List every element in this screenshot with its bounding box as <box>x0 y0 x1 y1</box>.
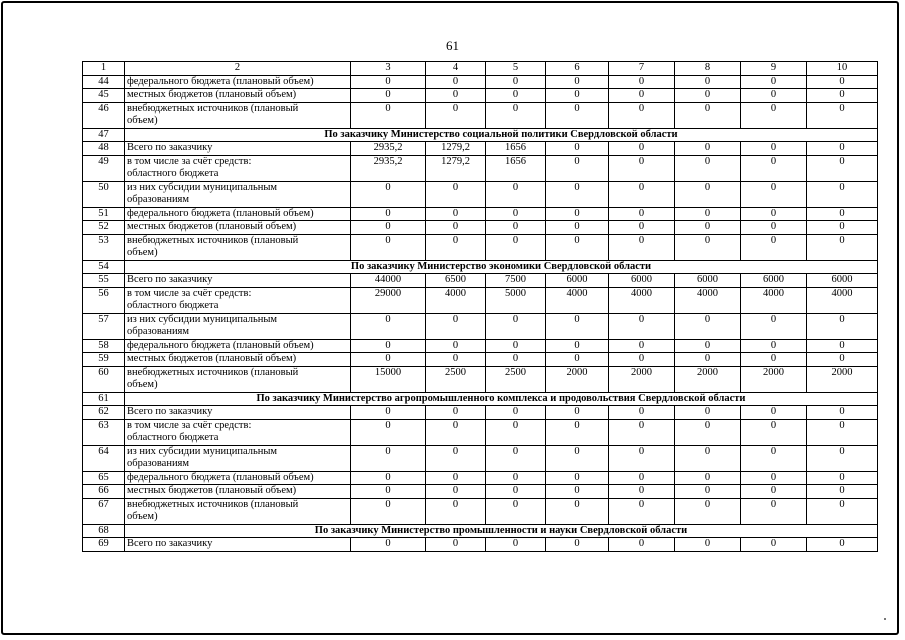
value-cell: 2000 <box>675 366 741 392</box>
value-cell: 0 <box>609 406 675 420</box>
row-label: внебюджетных источников (плановый объем) <box>125 234 351 260</box>
value-cell: 0 <box>546 207 609 221</box>
value-cell: 0 <box>675 102 741 128</box>
table-row <box>83 102 878 128</box>
row-number: 66 <box>83 485 125 499</box>
value-cell: 0 <box>609 419 675 445</box>
value-cell: 0 <box>675 471 741 485</box>
value-cell: 0 <box>546 89 609 103</box>
value-cell: 0 <box>609 221 675 235</box>
value-cell: 0 <box>351 485 426 499</box>
row-label: в том числе за счёт средств: областного бюджета <box>125 155 351 181</box>
value-cell: 0 <box>486 419 546 445</box>
value-cell: 2935,2 <box>351 155 426 181</box>
value-cell: 0 <box>546 221 609 235</box>
value-cell: 0 <box>426 353 486 367</box>
value-cell: 0 <box>741 353 807 367</box>
table-row <box>83 366 878 392</box>
value-cell: 0 <box>741 406 807 420</box>
row-label: федерального бюджета (плановый объем) <box>125 471 351 485</box>
value-cell: 0 <box>675 498 741 524</box>
value-cell: 0 <box>741 155 807 181</box>
value-cell: 0 <box>609 207 675 221</box>
value-cell: 7500 <box>486 274 546 288</box>
value-cell: 0 <box>546 445 609 471</box>
column-header: 1 <box>83 62 125 76</box>
value-cell: 2500 <box>486 366 546 392</box>
value-cell: 6000 <box>807 274 878 288</box>
value-cell: 0 <box>807 89 878 103</box>
value-cell: 0 <box>807 406 878 420</box>
value-cell: 0 <box>807 538 878 552</box>
value-cell: 1279,2 <box>426 155 486 181</box>
row-label: Всего по заказчику <box>125 538 351 552</box>
column-header: 7 <box>609 62 675 76</box>
row-number: 49 <box>83 155 125 181</box>
value-cell: 6000 <box>609 274 675 288</box>
scan-speck <box>884 618 886 620</box>
value-cell: 0 <box>741 498 807 524</box>
value-cell: 0 <box>351 207 426 221</box>
section-title: По заказчику Министерство промышленности и науки Свердловской области <box>125 524 878 538</box>
value-cell: 2000 <box>609 366 675 392</box>
row-label: внебюджетных источников (плановый объем) <box>125 102 351 128</box>
table-row <box>83 485 878 499</box>
row-number: 52 <box>83 221 125 235</box>
value-cell: 0 <box>675 142 741 156</box>
value-cell: 0 <box>741 207 807 221</box>
row-number: 64 <box>83 445 125 471</box>
value-cell: 0 <box>609 142 675 156</box>
value-cell: 0 <box>486 181 546 207</box>
row-number: 55 <box>83 274 125 288</box>
value-cell: 0 <box>486 485 546 499</box>
value-cell: 0 <box>546 471 609 485</box>
value-cell: 0 <box>426 234 486 260</box>
value-cell: 0 <box>675 485 741 499</box>
value-cell: 0 <box>741 471 807 485</box>
row-number: 48 <box>83 142 125 156</box>
value-cell: 0 <box>546 485 609 499</box>
row-label: из них субсидии муниципальным образованиям <box>125 181 351 207</box>
page-number: 61 <box>446 38 459 53</box>
value-cell: 4000 <box>741 287 807 313</box>
value-cell: 0 <box>486 406 546 420</box>
section-row <box>83 524 878 538</box>
value-cell: 0 <box>351 498 426 524</box>
value-cell: 0 <box>426 221 486 235</box>
value-cell: 1656 <box>486 142 546 156</box>
value-cell: 0 <box>486 234 546 260</box>
value-cell: 0 <box>426 538 486 552</box>
row-label: местных бюджетов (плановый объем) <box>125 353 351 367</box>
row-label: из них субсидии муниципальным образованиям <box>125 313 351 339</box>
row-number: 58 <box>83 339 125 353</box>
value-cell: 0 <box>546 419 609 445</box>
value-cell: 0 <box>741 485 807 499</box>
value-cell: 0 <box>675 419 741 445</box>
row-number: 63 <box>83 419 125 445</box>
row-label: внебюджетных источников (плановый объем) <box>125 366 351 392</box>
value-cell: 0 <box>486 445 546 471</box>
value-cell: 0 <box>741 102 807 128</box>
value-cell: 0 <box>546 102 609 128</box>
value-cell: 0 <box>486 221 546 235</box>
value-cell: 1279,2 <box>426 142 486 156</box>
value-cell: 0 <box>486 102 546 128</box>
value-cell: 0 <box>426 339 486 353</box>
value-cell: 0 <box>546 498 609 524</box>
table-row <box>83 274 878 288</box>
value-cell: 0 <box>807 155 878 181</box>
value-cell: 0 <box>609 498 675 524</box>
value-cell: 0 <box>741 221 807 235</box>
section-title: По заказчику Министерство социальной политики Свердловской области <box>125 128 878 142</box>
value-cell: 0 <box>546 313 609 339</box>
value-cell: 0 <box>351 313 426 339</box>
value-cell: 2000 <box>807 366 878 392</box>
value-cell: 0 <box>609 155 675 181</box>
value-cell: 0 <box>741 89 807 103</box>
value-cell: 0 <box>609 234 675 260</box>
row-number: 68 <box>83 524 125 538</box>
row-label: местных бюджетов (плановый объем) <box>125 89 351 103</box>
value-cell: 0 <box>426 102 486 128</box>
row-number: 61 <box>83 392 125 406</box>
value-cell: 0 <box>546 339 609 353</box>
value-cell: 6000 <box>546 274 609 288</box>
value-cell: 0 <box>546 234 609 260</box>
value-cell: 0 <box>807 102 878 128</box>
value-cell: 0 <box>609 445 675 471</box>
value-cell: 0 <box>351 471 426 485</box>
value-cell: 0 <box>807 313 878 339</box>
row-label: местных бюджетов (плановый объем) <box>125 485 351 499</box>
value-cell: 6500 <box>426 274 486 288</box>
value-cell: 0 <box>546 406 609 420</box>
value-cell: 0 <box>675 221 741 235</box>
value-cell: 0 <box>351 234 426 260</box>
value-cell: 0 <box>807 181 878 207</box>
value-cell: 0 <box>426 406 486 420</box>
value-cell: 0 <box>486 538 546 552</box>
value-cell: 0 <box>546 75 609 89</box>
row-number: 65 <box>83 471 125 485</box>
budget-table <box>82 61 878 552</box>
value-cell: 0 <box>675 155 741 181</box>
table-row <box>83 498 878 524</box>
section-row <box>83 260 878 274</box>
row-number: 50 <box>83 181 125 207</box>
value-cell: 2935,2 <box>351 142 426 156</box>
value-cell: 0 <box>351 538 426 552</box>
row-number: 59 <box>83 353 125 367</box>
row-label: федерального бюджета (плановый объем) <box>125 75 351 89</box>
table-row <box>83 142 878 156</box>
table-row <box>83 353 878 367</box>
value-cell: 0 <box>486 89 546 103</box>
column-header: 9 <box>741 62 807 76</box>
row-number: 69 <box>83 538 125 552</box>
value-cell: 0 <box>675 339 741 353</box>
value-cell: 29000 <box>351 287 426 313</box>
value-cell: 0 <box>675 89 741 103</box>
table-row <box>83 406 878 420</box>
value-cell: 0 <box>351 406 426 420</box>
value-cell: 0 <box>426 445 486 471</box>
value-cell: 0 <box>351 89 426 103</box>
row-label: внебюджетных источников (плановый объем) <box>125 498 351 524</box>
row-number: 44 <box>83 75 125 89</box>
value-cell: 0 <box>741 419 807 445</box>
table-row <box>83 207 878 221</box>
value-cell: 0 <box>675 181 741 207</box>
table-body <box>83 75 878 551</box>
value-cell: 44000 <box>351 274 426 288</box>
value-cell: 0 <box>609 538 675 552</box>
value-cell: 0 <box>486 339 546 353</box>
value-cell: 0 <box>807 419 878 445</box>
value-cell: 0 <box>351 339 426 353</box>
table-row <box>83 445 878 471</box>
section-title: По заказчику Министерство экономики Свердловской области <box>125 260 878 274</box>
value-cell: 0 <box>741 234 807 260</box>
table-row <box>83 89 878 103</box>
column-header: 4 <box>426 62 486 76</box>
value-cell: 0 <box>609 339 675 353</box>
row-label: Всего по заказчику <box>125 274 351 288</box>
value-cell: 0 <box>351 102 426 128</box>
value-cell: 0 <box>351 445 426 471</box>
value-cell: 0 <box>486 471 546 485</box>
column-header: 8 <box>675 62 741 76</box>
table-row <box>83 181 878 207</box>
value-cell: 0 <box>807 221 878 235</box>
row-label: Всего по заказчику <box>125 406 351 420</box>
value-cell: 0 <box>609 313 675 339</box>
value-cell: 0 <box>426 498 486 524</box>
row-number: 45 <box>83 89 125 103</box>
value-cell: 15000 <box>351 366 426 392</box>
value-cell: 0 <box>675 234 741 260</box>
column-header: 3 <box>351 62 426 76</box>
row-number: 47 <box>83 128 125 142</box>
value-cell: 0 <box>609 181 675 207</box>
value-cell: 0 <box>675 538 741 552</box>
table-row <box>83 234 878 260</box>
value-cell: 0 <box>609 353 675 367</box>
value-cell: 0 <box>741 313 807 339</box>
row-number: 56 <box>83 287 125 313</box>
value-cell: 0 <box>351 181 426 207</box>
row-number: 53 <box>83 234 125 260</box>
table-row <box>83 419 878 445</box>
value-cell: 6000 <box>741 274 807 288</box>
value-cell: 0 <box>741 538 807 552</box>
value-cell: 0 <box>546 538 609 552</box>
value-cell: 4000 <box>675 287 741 313</box>
section-title: По заказчику Министерство агропромышленного комплекса и продовольствия Свердловской области <box>125 392 878 406</box>
value-cell: 0 <box>426 313 486 339</box>
value-cell: 6000 <box>675 274 741 288</box>
row-label: из них субсидии муниципальным образованиям <box>125 445 351 471</box>
table-row <box>83 75 878 89</box>
table-row <box>83 471 878 485</box>
value-cell: 0 <box>351 221 426 235</box>
value-cell: 0 <box>609 485 675 499</box>
value-cell: 0 <box>675 207 741 221</box>
value-cell: 0 <box>486 75 546 89</box>
value-cell: 0 <box>426 89 486 103</box>
value-cell: 0 <box>426 419 486 445</box>
value-cell: 0 <box>609 102 675 128</box>
value-cell: 4000 <box>609 287 675 313</box>
table-row <box>83 287 878 313</box>
value-cell: 0 <box>486 313 546 339</box>
row-label: местных бюджетов (плановый объем) <box>125 221 351 235</box>
value-cell: 0 <box>741 142 807 156</box>
value-cell: 0 <box>741 75 807 89</box>
table-header-row <box>83 62 878 76</box>
value-cell: 0 <box>609 89 675 103</box>
table-row <box>83 339 878 353</box>
value-cell: 0 <box>609 471 675 485</box>
value-cell: 0 <box>546 353 609 367</box>
value-cell: 0 <box>741 339 807 353</box>
value-cell: 0 <box>426 471 486 485</box>
value-cell: 0 <box>807 445 878 471</box>
value-cell: 0 <box>807 498 878 524</box>
table-row <box>83 221 878 235</box>
value-cell: 4000 <box>546 287 609 313</box>
row-number: 67 <box>83 498 125 524</box>
value-cell: 0 <box>741 181 807 207</box>
value-cell: 2500 <box>426 366 486 392</box>
value-cell: 1656 <box>486 155 546 181</box>
value-cell: 0 <box>351 353 426 367</box>
value-cell: 4000 <box>426 287 486 313</box>
value-cell: 0 <box>486 498 546 524</box>
section-row <box>83 128 878 142</box>
value-cell: 0 <box>546 142 609 156</box>
section-row <box>83 392 878 406</box>
value-cell: 0 <box>807 471 878 485</box>
row-label: федерального бюджета (плановый объем) <box>125 339 351 353</box>
row-number: 62 <box>83 406 125 420</box>
value-cell: 0 <box>807 75 878 89</box>
table-row <box>83 538 878 552</box>
column-header: 5 <box>486 62 546 76</box>
value-cell: 0 <box>426 75 486 89</box>
value-cell: 0 <box>426 207 486 221</box>
value-cell: 0 <box>807 234 878 260</box>
column-header: 10 <box>807 62 878 76</box>
row-number: 57 <box>83 313 125 339</box>
row-number: 46 <box>83 102 125 128</box>
value-cell: 0 <box>675 313 741 339</box>
value-cell: 0 <box>807 339 878 353</box>
value-cell: 0 <box>546 155 609 181</box>
table-row <box>83 155 878 181</box>
value-cell: 0 <box>741 445 807 471</box>
value-cell: 5000 <box>486 287 546 313</box>
value-cell: 0 <box>486 207 546 221</box>
value-cell: 0 <box>807 207 878 221</box>
column-header: 2 <box>125 62 351 76</box>
table-row <box>83 313 878 339</box>
value-cell: 0 <box>807 353 878 367</box>
value-cell: 2000 <box>546 366 609 392</box>
row-number: 51 <box>83 207 125 221</box>
value-cell: 0 <box>351 75 426 89</box>
value-cell: 0 <box>486 353 546 367</box>
value-cell: 0 <box>675 445 741 471</box>
row-label: в том числе за счёт средств: областного бюджета <box>125 419 351 445</box>
value-cell: 0 <box>675 406 741 420</box>
value-cell: 2000 <box>741 366 807 392</box>
value-cell: 0 <box>675 353 741 367</box>
value-cell: 4000 <box>807 287 878 313</box>
column-header: 6 <box>546 62 609 76</box>
row-number: 60 <box>83 366 125 392</box>
value-cell: 0 <box>426 181 486 207</box>
row-number: 54 <box>83 260 125 274</box>
value-cell: 0 <box>609 75 675 89</box>
value-cell: 0 <box>351 419 426 445</box>
value-cell: 0 <box>426 485 486 499</box>
value-cell: 0 <box>675 75 741 89</box>
value-cell: 0 <box>807 485 878 499</box>
value-cell: 0 <box>546 181 609 207</box>
row-label: в том числе за счёт средств: областного бюджета <box>125 287 351 313</box>
row-label: федерального бюджета (плановый объем) <box>125 207 351 221</box>
row-label: Всего по заказчику <box>125 142 351 156</box>
value-cell: 0 <box>807 142 878 156</box>
